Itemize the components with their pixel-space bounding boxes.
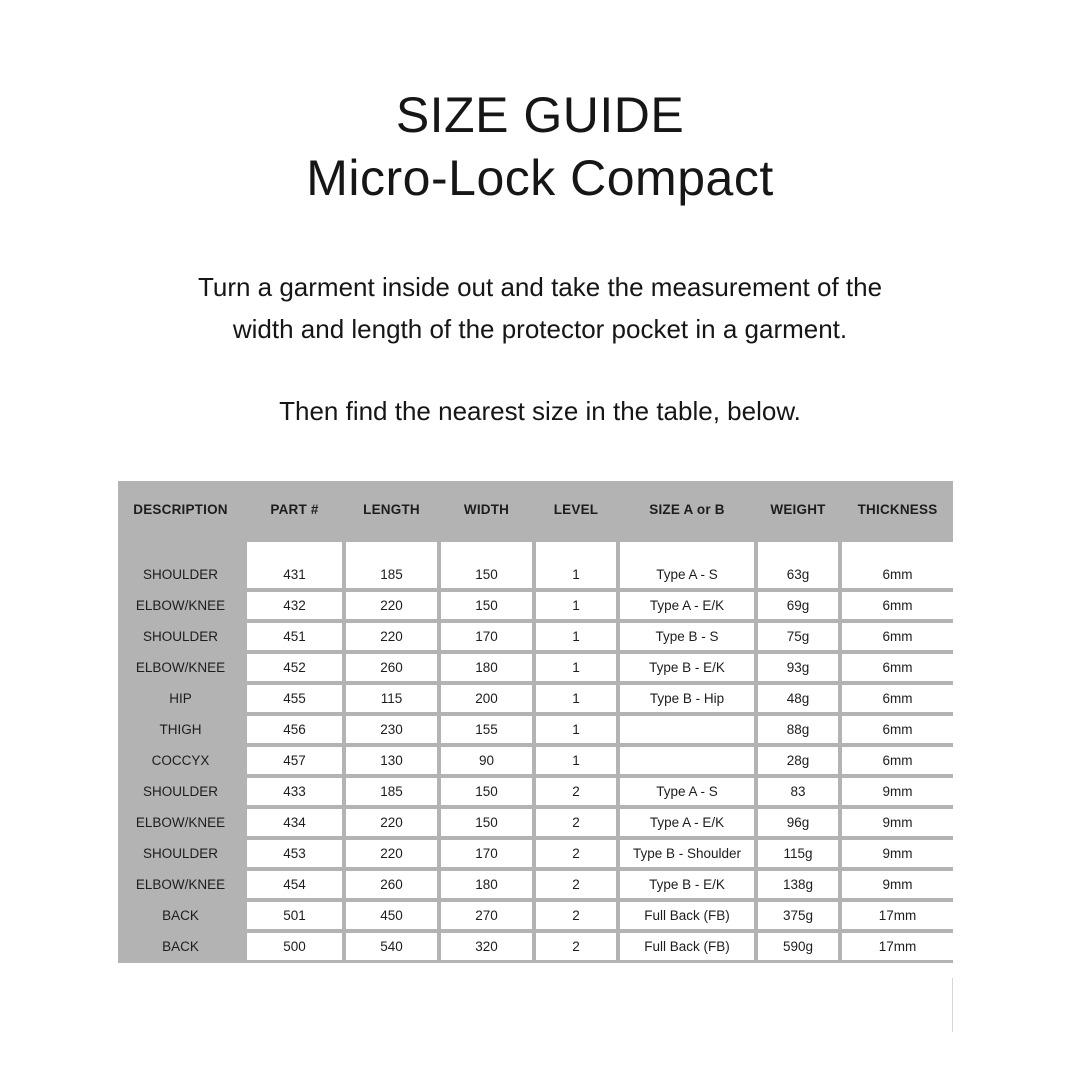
table-cell: 320 [441, 933, 532, 960]
table-cell: 185 [346, 778, 437, 805]
table-cell: 501 [247, 902, 342, 929]
table-cell: 1 [536, 716, 616, 743]
table-cell: 2 [536, 902, 616, 929]
table-cell: 260 [346, 871, 437, 898]
row-label-cell: COCCYX [151, 752, 210, 768]
intro-line1: Turn a garment inside out and take the measurement of the [197, 272, 883, 302]
column-header-length: LENGTH [363, 501, 420, 517]
table-cell: 2 [536, 809, 616, 836]
size-table [118, 481, 953, 963]
page-title-line1: SIZE GUIDE [395, 87, 685, 143]
column-header-size-a-or-b: SIZE A or B [649, 501, 725, 517]
table-cell: 180 [441, 871, 532, 898]
row-label-cell: HIP [169, 690, 192, 706]
table-cell: 433 [247, 778, 342, 805]
table-cell: Type A - E/K [620, 592, 754, 619]
table-cell: 115g [758, 840, 838, 867]
table-cell: 48g [758, 685, 838, 712]
table-cell: 6mm [842, 592, 953, 619]
table-cell: 130 [346, 747, 437, 774]
column-header-description: DESCRIPTION [133, 501, 228, 517]
table-cell: 6mm [842, 654, 953, 681]
table-cell: 90 [441, 747, 532, 774]
table-cell: Type B - Shoulder [620, 840, 754, 867]
table-cell: Type B - S [620, 623, 754, 650]
table-cell: 6mm [842, 747, 953, 774]
table-cell: 150 [441, 542, 532, 588]
row-label-cell: ELBOW/KNEE [135, 876, 226, 892]
table-cell: 180 [441, 654, 532, 681]
table-cell: 2 [536, 933, 616, 960]
table-cell: 220 [346, 809, 437, 836]
table-cell: 17mm [842, 902, 953, 929]
table-cell: 2 [536, 778, 616, 805]
table-cell: 590g [758, 933, 838, 960]
table-cell: 456 [247, 716, 342, 743]
table-cell: 432 [247, 592, 342, 619]
table-cell: 450 [346, 902, 437, 929]
table-cell: 270 [441, 902, 532, 929]
table-cell: 138g [758, 871, 838, 898]
table-cell: 220 [346, 623, 437, 650]
table-cell: 17mm [842, 933, 953, 960]
table-cell: 220 [346, 592, 437, 619]
table-cell: 9mm [842, 840, 953, 867]
table-cell: 454 [247, 871, 342, 898]
table-cell: 6mm [842, 542, 953, 588]
table-cell: 150 [441, 592, 532, 619]
column-header-part: PART # [270, 501, 319, 517]
table-cell: 63g [758, 542, 838, 588]
table-cell: 28g [758, 747, 838, 774]
table-cell: 155 [441, 716, 532, 743]
table-cell: 434 [247, 809, 342, 836]
table-cell: 1 [536, 747, 616, 774]
table-cell: 6mm [842, 685, 953, 712]
table-cell: 115 [346, 685, 437, 712]
table-cell: 260 [346, 654, 437, 681]
table-cell: 93g [758, 654, 838, 681]
table-cell: 185 [346, 542, 437, 588]
table-cell: 69g [758, 592, 838, 619]
row-label-cell: THIGH [159, 721, 202, 737]
column-header-thickness: THICKNESS [857, 501, 938, 517]
table-cell: Type B - E/K [620, 871, 754, 898]
table-cell: 9mm [842, 778, 953, 805]
intro-find-size-line: Then find the nearest size in the table, below. [279, 396, 801, 426]
column-header-level: LEVEL [553, 501, 599, 517]
row-label-cell: ELBOW/KNEE [135, 597, 226, 613]
table-cell: Full Back (FB) [620, 933, 754, 960]
table-cell: 88g [758, 716, 838, 743]
row-label-cell: ELBOW/KNEE [135, 814, 226, 830]
table-cell: 170 [441, 623, 532, 650]
table-cell: 451 [247, 623, 342, 650]
table-cell: 375g [758, 902, 838, 929]
table-cell: 75g [758, 623, 838, 650]
column-header-width: WIDTH [463, 501, 510, 517]
page-edge-line [952, 978, 953, 1032]
table-cell: 220 [346, 840, 437, 867]
table-cell: 9mm [842, 871, 953, 898]
table-cell: 457 [247, 747, 342, 774]
table-cell: 170 [441, 840, 532, 867]
table-cell: 150 [441, 809, 532, 836]
row-label-cell: BACK [162, 907, 199, 923]
table-cell: 1 [536, 592, 616, 619]
table-cell [620, 716, 754, 743]
table-cell: Type A - S [620, 778, 754, 805]
table-cell: 83 [758, 778, 838, 805]
row-label-cell: SHOULDER [142, 628, 218, 644]
intro-line2: width and length of the protector pocket in a garment. [232, 314, 848, 344]
table-cell: 230 [346, 716, 437, 743]
table-cell: 2 [536, 840, 616, 867]
table-cell: 1 [536, 623, 616, 650]
table-cell: 540 [346, 933, 437, 960]
table-cell: 150 [441, 778, 532, 805]
row-label-cell: ELBOW/KNEE [135, 659, 226, 675]
table-cell: 6mm [842, 716, 953, 743]
row-label-cell: SHOULDER [142, 845, 218, 861]
table-cell: 455 [247, 685, 342, 712]
page-title-line2: Micro-Lock Compact [306, 150, 774, 206]
table-cell: Type A - S [620, 542, 754, 588]
table-cell: 9mm [842, 809, 953, 836]
table-cell: 500 [247, 933, 342, 960]
table-cell: 200 [441, 685, 532, 712]
table-cell: 96g [758, 809, 838, 836]
row-label-cell: BACK [162, 938, 199, 954]
table-cell: 431 [247, 542, 342, 588]
table-cell: 1 [536, 654, 616, 681]
table-cell: 6mm [842, 623, 953, 650]
table-cell [620, 747, 754, 774]
row-label-cell: SHOULDER [142, 783, 218, 799]
table-cell: Full Back (FB) [620, 902, 754, 929]
table-cell: 1 [536, 542, 616, 588]
row-label-cell: SHOULDER [142, 566, 218, 582]
table-cell: Type A - E/K [620, 809, 754, 836]
table-cell: 453 [247, 840, 342, 867]
intro-paragraph [0, 266, 1080, 350]
table-cell: 2 [536, 871, 616, 898]
column-header-weight: WEIGHT [770, 501, 826, 517]
table-cell: Type B - Hip [620, 685, 754, 712]
table-cell: 1 [536, 685, 616, 712]
page-title [0, 84, 1080, 210]
table-cell: Type B - E/K [620, 654, 754, 681]
table-cell: 452 [247, 654, 342, 681]
